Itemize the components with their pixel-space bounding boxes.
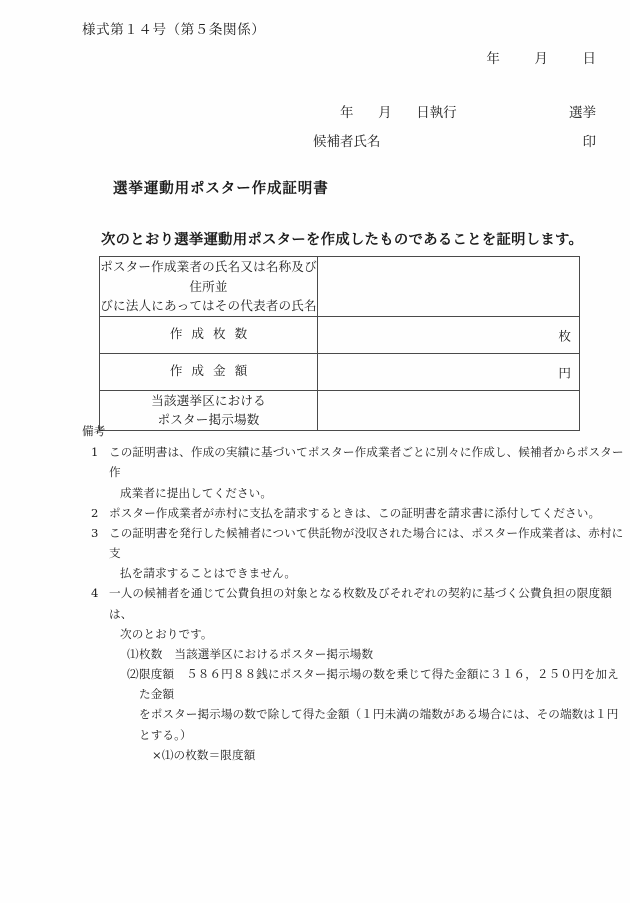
note-text [109,442,630,503]
row-value-sheet-count[interactable] [318,316,580,353]
note-number: 3 [91,525,99,540]
date-year-label: 年 [486,51,500,67]
note-line-2: 払を請求することはできません。 [120,566,297,581]
note-text [109,503,630,523]
note-number: 4 [91,586,99,601]
row-label-line2: びに法人にあってはその代表者の氏名 [100,298,317,314]
row-label-amount [100,353,318,390]
notes-heading: 備考 [82,424,106,438]
sub-item-number: ⑴ [127,646,139,661]
candidate-name-label: 候補者氏名 [313,134,381,150]
row-label-text: 作成金額 [169,363,257,379]
table-row [100,257,580,317]
note-line-1: 一人の候補者を通じて公費負担の対象となる枚数及びそれぞれの契約に基づく公費負担の限度額は、 [109,586,612,621]
row-label-line1: 当該選挙区における [151,392,266,408]
row-label-line1: ポスター作成業者の氏名又は名称及び住所並 [100,259,317,294]
sub-item-text [139,664,630,765]
date-month-label: 月 [534,51,548,67]
row-label-text: 作成枚数 [169,326,257,342]
note-item [82,442,630,503]
page-title: 選挙運動用ポスター作成証明書 [113,180,329,197]
row-value-amount[interactable] [318,353,580,390]
row-unit-yen: 円 [558,365,571,381]
row-label-sheet-count [100,316,318,353]
row-value-producer[interactable] [318,257,580,317]
sub-item-line-1: 当該選挙区におけるポスター掲示場数 [174,646,374,661]
sub-item-line-3: ×⑴の枚数＝限度額 [152,747,256,762]
note-number: 1 [91,445,99,460]
sub-item-line-1: ５８６円８８銭にポスター掲示場の数を乗じて得た金額に３１６，２５０円を加えた金額 [139,667,619,702]
candidate-name-line [313,130,596,150]
note-line-1: ポスター作成業者が赤村に支払を請求するときは、この証明書を請求書に添付してください。 [109,505,601,520]
sub-item-line-2: をポスター掲示場の数で除して得た金額（１円未満の端数がある場合には、その端数は１円とする。） [139,707,619,742]
sub-item-label: 限度額 [139,667,175,682]
notes-section [82,421,630,765]
note-line-1: この証明書を発行した候補者について供託物が没収された場合には、ポスター作成業者は、赤村に支 [109,525,624,561]
note-item [82,503,630,523]
note-item [82,523,630,584]
exec-year-label: 年 [340,105,354,121]
note-sub-item [109,664,630,765]
row-label-line2: ポスター掲示場数 [157,412,260,428]
note-item [82,583,630,765]
sub-item-text [139,644,630,664]
row-label-producer [100,257,318,317]
table-row [100,353,580,390]
form-number: 様式第１４号（第５条関係） [82,22,266,38]
note-line-2: 成業者に提出してください。 [120,485,273,500]
note-line-1: この証明書は、作成の実績に基づいてポスター作成業者ごとに別々に作成し、候補者からポスター作 [109,445,624,480]
note-text [109,523,630,584]
note-sub-list [109,644,630,765]
certificate-table [99,256,580,431]
exec-day-label: 日執行 [416,105,457,121]
exec-month-label: 月 [378,105,392,121]
date-blank-line [486,47,596,67]
table-row [100,316,580,353]
date-day-label: 日 [582,51,596,67]
note-text [109,583,630,765]
execution-date-blanks [340,101,457,121]
sub-item-label: 枚数 [139,646,163,661]
row-unit-sheets: 枚 [558,328,571,344]
sub-item-number: ⑵ [127,667,139,682]
election-label: 選挙 [569,105,596,121]
certification-statement: 次のとおり選挙運動用ポスターを作成したものであることを証明します。 [101,232,584,248]
note-line-2: 次のとおりです。 [120,626,213,641]
execution-date-line [340,101,596,121]
note-sub-item [109,644,630,664]
seal-label: 印 [582,134,596,150]
note-number: 2 [91,505,99,520]
